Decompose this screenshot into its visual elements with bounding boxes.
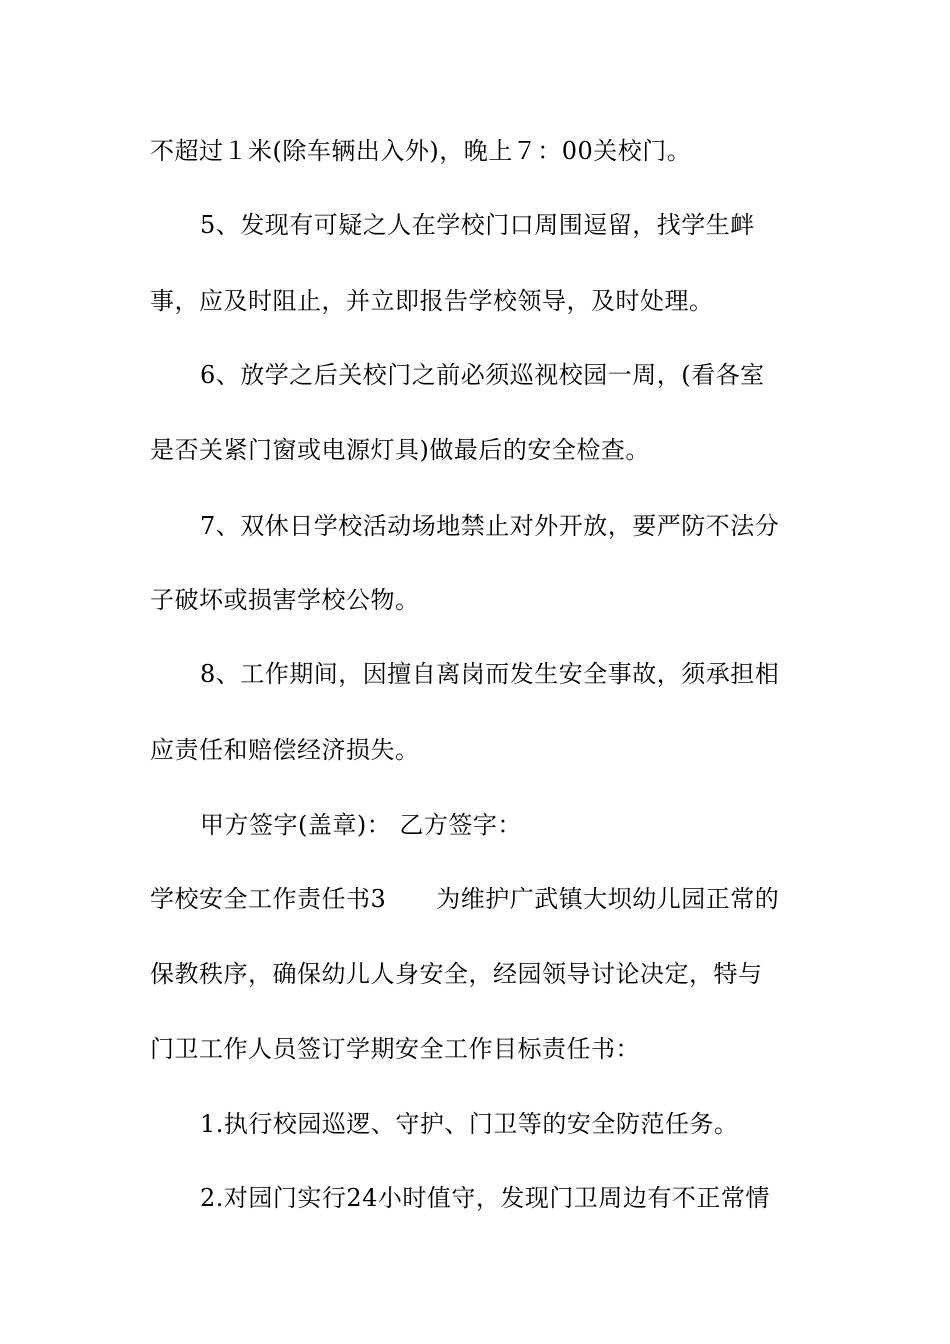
text-line: 不超过１米(除车辆出入外)，晚上７：00关校门。 (150, 137, 692, 165)
text-line: 1.执行校园巡逻、守护、门卫等的安全防范任务。 (200, 1110, 739, 1138)
text-line: 子破坏或损害学校公物。 (150, 586, 420, 614)
text-line: 保教秩序，确保幼儿人身安全，经园领导讨论决定，特与 (150, 960, 763, 988)
section-intro: 为维护广武镇大坝幼儿园正常的 (436, 885, 780, 913)
text-line: 事，应及时阻止，并立即报告学校领导，及时处理。 (150, 287, 714, 315)
signature-line: 甲方签字(盖章)： 乙方签字： (200, 811, 522, 839)
text-line: 5、发现有可疑之人在学校门口周围逗留，找学生衅 (200, 211, 755, 239)
text-line: 是否关紧门窗或电源灯具)做最后的安全检查。 (150, 436, 650, 464)
text-line: 应责任和赔偿经济损失。 (150, 736, 420, 764)
text-line: 7、双休日学校活动场地禁止对外开放，要严防不法分 (200, 512, 780, 540)
text-line: 2.对园门实行24小时值守，发现门卫周边有不正常情 (200, 1184, 770, 1212)
section-title: 学校安全工作责任书3 (150, 885, 387, 913)
text-line: 6、放学之后关校门之前必须巡视校园一周，(看各室 (200, 361, 765, 389)
section-title-line (150, 884, 779, 914)
text-line: 8、工作期间，因擅自离岗而发生安全事故，须承担相 (200, 660, 780, 688)
text-line: 门卫工作人员签订学期安全工作目标责任书： (150, 1035, 640, 1063)
